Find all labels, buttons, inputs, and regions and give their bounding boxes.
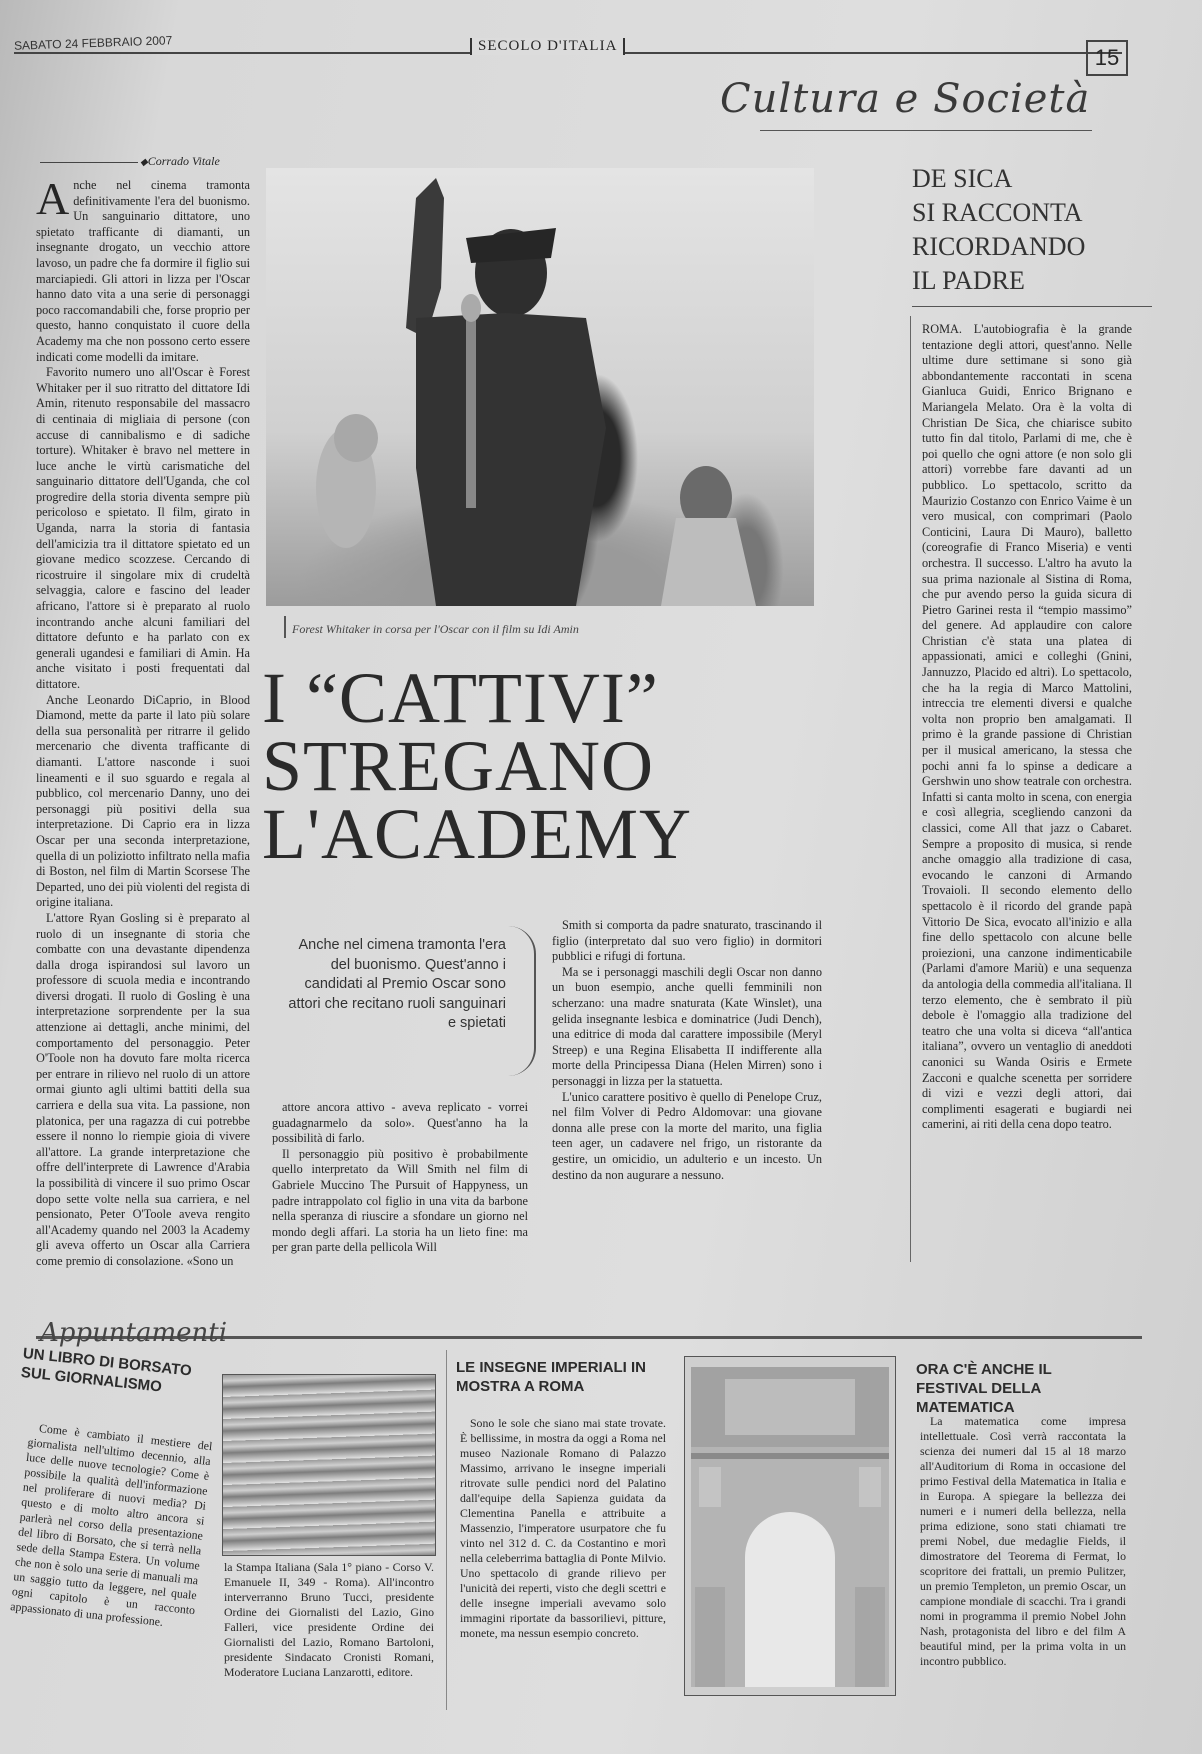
headline-line: I “CATTIVI”: [262, 658, 659, 738]
arch-photo: [684, 1356, 896, 1696]
paragraph: ROMA. L'autobiografia è la grande tentazione degli attori, quest'anno. Nelle ultime dure settimane si sono già abbondantemente raccontati in scena Gianluca Guidi, Enrico Brignano e Mariangela Melato. Ora è la volta di Christian De Sica, che chiarisce subito tutto fin dal titolo, Parlami di me, che è poi quello che ogni attore (e non solo gli attori) vorrebbe fare davanti ad un pubblico. Lo spettacolo, scritto da Maurizio Costanzo con Enrico Vaime è un vero musical, con comprimari (Paolo Conticini, Laura Di Mauro), balletto (coreografie di Franco Miseria) e venti orchestra. Il successo. L'altro ha avuto la sua prima nazionale al Sistina di Roma, che pur avendo perso la guida sicura di Pietro Garinei resta il “tempio massimo” del genere. Ad applaudire con calore Christian c'è stata una platea di appassionati, amici e colleghi (Gnini, Jannuzzo, Placido ed altri). Lo spettacolo, che ha la regia di Marco Mattolini, intreccia tre elementi diversi e qualche volta non proprio ben amalgamati. Il primo è la grande passione di Christian per il musical americano, la stessa che pochi anni fa lo spinse a dedicare a Gershwin uno show teatrale con orchestra. Infatti si canta molto in scena, con energia e così allegria, scegliendo canzoni da classici, come All that jazz o Cabaret. Sempre a proposito di musica, si rende anche omaggio alla tradizione di casa, evocando le canzoni di Armando Trovaioli. Il secondo elemento dello spettacolo è il ricordo del grande papà Vittorio De Sica, evocato all'inizio e alla fine dello spettacolo con alcune belle proiezioni, una canzone indimenticabile (Parlami d'amore Mariù) e una sequenza da antologia della commedia all'italiana. Il terzo elemento, che è sembrato il più debole è l'omaggio alla tradizione del teatro che una volta si diceva “all'antica italiana”, ovvero un ventaglio di aneddoti canonici su Wanda Osiris e Ermete Zacconi e qualche scenetta per sorridere di vizi e vezzi degli attori, dai complimenti esagerati e bugiardi nei camerini, ai riti della cena dopo teatro.: [922, 322, 1132, 1132]
headline: [262, 658, 722, 874]
headline-line: L'ACADEMY: [262, 794, 692, 874]
brief-text: [460, 1416, 666, 1716]
dictator-figure-illustration: [266, 168, 814, 606]
paragraph: L'unico carattere positivo è quello di Penelope Cruz, nel film Volver di Pedro Aldomovar: una giovane donna alle prese con la morte del marito, una figlia teen ager, un cadavere nel frigo, un ristorante da gestire, un omicidio, un adulterio e un incesto. Un destino da non augurare a nessuno.: [552, 1089, 822, 1182]
section-rule: [760, 130, 1092, 131]
issue-date: SABATO 24 FEBBRAIO 2007: [13, 33, 173, 53]
title-line: IL PADRE: [912, 266, 1025, 295]
paragraph: Favorito numero uno all'Oscar è Forest Whitaker per il suo ritratto del dittatore Idi Amin, ritenuto responsabile del massacro di centinaia di migliaia di persone (con accuse di cannibalismo e di sadiche torture). Whitaker è bravo nel mettere in luce anche le virtù carismatiche del sanguinario dittatore dell'Uganda, che col progredire della storia diventa sempre più pericoloso e spietato. Il film, girato in Uganda, narra la storia di fantasia dell'amicizia tra il dittatore spietato ed un giovane medico scozzese. Cercando di ricostruire il singolare mix di crudeltà selvaggia, calore e fascino del leader africano, l'attore si è preparato al ruolo incontrando anche alcuni familiari del dittatore defunto e ha parlato con ex generali ugandesi e familiari di Amin. Ha anche visitato i posti frequentati dal dittatore.: [36, 365, 250, 691]
deck-brace: [508, 926, 536, 1076]
title-line: SI RACCONTA: [912, 198, 1083, 227]
section-title: Cultura e Società: [720, 76, 1091, 122]
appuntamenti-label: Appuntamenti: [40, 1318, 228, 1348]
article-deck: Anche nel cimena tramonta l'era del buonismo. Quest'anno i candidati al Premio Oscar sono attori che recitano ruoli sanguinari e spietati: [288, 937, 506, 1031]
article-column-mid1: [272, 1100, 528, 1256]
paragraph: Sono le sole che siano mai state trovate. È bellissime, in mostra da oggi a Roma nel museo Nazionale Romano di Palazzo Massimo, arrivano le insegne imperiali ritrovate sulle pendici nord del Palatino dall'equipe della Sapienza guidata da Clementina Panella e attribuite a Massenzio, l'imperatore usurpatore che fu vinto nel 312 d. C. da Costantino e morì nella celeberrima battaglia di Ponte Milvio. Uno spettacolo di grande rilievo per l'unicità dei reperti, visto che degli scettri e delle insegne imperiali avevamo solo immagini riportate da bassorilievi, pitture, monete, ma nessun esempio concreto.: [460, 1416, 666, 1640]
page-number: 15: [1086, 40, 1128, 76]
headline-line: STREGANO: [262, 726, 655, 806]
brief-text-continued: [224, 1560, 434, 1740]
brief-title: LE INSEGNE IMPERIALI IN MOSTRA A ROMA: [456, 1359, 647, 1395]
paragraph: attore ancora attivo - aveva replicato - vorrei guadagnarmelo da solo». Quest'anno ha la possibilità di farlo.: [272, 1100, 528, 1146]
brief-text: [0, 1420, 213, 1738]
paragraph: Come è cambiato il mestiere del giornalista nell'ultimo decennio, alla luce delle nuove tecnologie? Come è possibile la qualità dell'informazione nel proliferare di nuovi media? Di questo e di molto altro ancora si parlerà nel corso della presentazione del libro di Borsato, che si terrà nella sede della Stampa Estera. Un volume che non è solo una serie di manuali ma un saggio tutto da leggere, nel quale ogni capitolo è un racconto appassionato di una professione.: [9, 1421, 213, 1629]
article-photo: [266, 168, 814, 606]
side-article-text: [922, 322, 1132, 1262]
books-photo: [222, 1374, 436, 1556]
paragraph: La matematica come impresa intellettuale. Così verrà raccontata la scienza dei numeri dal 15 al 18 marzo all'Auditorium di Roma in occasione del primo Festival della Matematica in Italia e in Europa. A spiegare la bellezza dei numeri e i numeri della bellezza, nella prima edizione, sono stati chiamati tre premi Nobel, due medaglie Fields, il dimostratore del Teorema di Fermat, lo scopritore dei frattali, un premio Pulitzer, un premio Templeton, un premio Oscar, un campione mondiale di scacchi. Tra i grandi nomi in programma il premio Nobel John Nash, protagonista del libro e del film A beautiful mind, per la prima volta in un incontro pubblico.: [920, 1414, 1126, 1668]
brief-title: ORA C'È ANCHE IL FESTIVAL DELLA MATEMATICA: [916, 1361, 1052, 1416]
drop-cap: A: [36, 178, 70, 224]
article-column-left: [36, 178, 250, 1278]
paragraph: Ma se i personaggi maschili degli Oscar non danno un buon esempio, anche quelli femminili non scherzano: una madre snaturata (Kate Winslet), una gelida insegnante lesbica e dominatrice (Judi Dench), una editrice di moda dal carattere impossibile (Meryl Streep) e una Regina Elisabetta II indifferente alla morte della Principessa Diana (Helen Mirren) sono i personaggi in lizza per la statuetta.: [552, 964, 822, 1088]
caption-bar: [284, 616, 286, 638]
side-article-title: [912, 162, 1085, 298]
title-line: RICORDANDO: [912, 232, 1086, 261]
side-vertical-rule: [910, 316, 911, 1262]
paragraph: Anche Leonardo DiCaprio, in Blood Diamond, mette da parte il lato più solare della sua personalità per ritrarre il gelido mercenario che diventa trafficante di diamanti. L'attore nasconde i suoi lineamenti e il suo sguardo e regala al pubblico, col mercenario Danny, uno dei personaggi più positivi della sua interpretazione. Di Caprio era in lizza Oscar per una seconda interpretazione, quella di un poliziotto infiltrato nella mafia di Boston, nel film di Martin Scorsese The Departed, uno dei più violenti del regista di origine italiana.: [36, 692, 250, 910]
paragraph: L'attore Ryan Gosling si è preparato al ruolo di un insegnante di storia che combatte con una devastante dipendenza dalla droga ispirandosi sul lavoro un professore di scuola media e incontrando diversi drogati. Il ruolo di Gosling è una interpretazione sorprendente per la sua attenzione ai dettagli, anche minimi, del comportamento del personaggio. Peter O'Toole non ha dovuto fare molta ricerca per entrare in rilievo nel ruolo di un attore ormai giunto agli ultimi battiti della sua carriera e della sua vita. La passione, non platonica, per una ragazza di cui potrebbe essere il nonno lo riempie gioia di vivere all'attore. La grande interpretazione che offre dell'interprete di Lawrence d'Arabia la possibilità di vincere il suo primo Oscar dopo sette volte nella sua carriera, e nel pensionato, Peter O'Toole aveva rengito all'Academy quando nel 2003 la Academy gli aveva offerto un Oscar alla Carriera come premio di consolazione. «Sono un: [36, 910, 250, 1268]
column-rule: [446, 1350, 447, 1710]
title-line: DE SICA: [912, 164, 1013, 193]
brief-title: UN LIBRO DI BORSATO SUL GIORNALISMO: [20, 1344, 193, 1396]
photo-caption: Forest Whitaker in corsa per l'Oscar con il film su Idi Amin: [292, 622, 579, 636]
brief-text: [920, 1414, 1126, 1714]
side-rule: [912, 306, 1152, 307]
newspaper-name: SECOLO D'ITALIA: [470, 38, 625, 55]
paragraph: Smith si comporta da padre snaturato, trascinando il figlio (interpretato dal suo vero figlio) in dormitori pubblici e rifugi di fortuna.: [552, 918, 822, 964]
byline-rule: [40, 162, 138, 163]
paragraph: Il personaggio più positivo è probabilmente quello interpretato da Will Smith nel film di Gabriele Muccino The Pursuit of Happyness, un padre intrappolato col figlio in una vita da barbone nella speranza di riuscire a sfondare un giorno nel mondo degli affari. La storia ha un lieto fine: ma per gran parte della pellicola Will: [272, 1146, 528, 1255]
arch-of-constantine-illustration: [685, 1357, 895, 1695]
article-column-mid2: [552, 918, 822, 1183]
paragraph: la Stampa Italiana (Sala 1° piano - Corso V. Emanuele II, 349 - Roma). All'incontro interverranno Bruno Tucci, presidente Ordine dei Giornalisti del Lazio, Gino Falleri, vice presidente Ordine dei Giornalisti del Lazio, Romano Bartoloni, presidente Sindacato Cronisti Romani, Moderatore Luciana Lanzarotti, editore.: [224, 1560, 434, 1679]
paragraph: nche nel cinema tramonta definitivamente l'era del buonismo. Un sanguinario dittatore, uno spietato trafficante di diamanti, un insegnante drogato, un vecchio attore lavoso, un padre che fa dormire il figlio sui marciapiedi. Gli attori in lizza per l'Oscar hanno dato vita a una serie di personaggi poco raccomandabili che, forse proprio per questo, hanno conquistato il cuore della Academy ma che non possono certo essere indicati come modelli da imitare.: [36, 178, 250, 364]
author-byline: ◆ Corrado Vitale: [140, 154, 220, 169]
